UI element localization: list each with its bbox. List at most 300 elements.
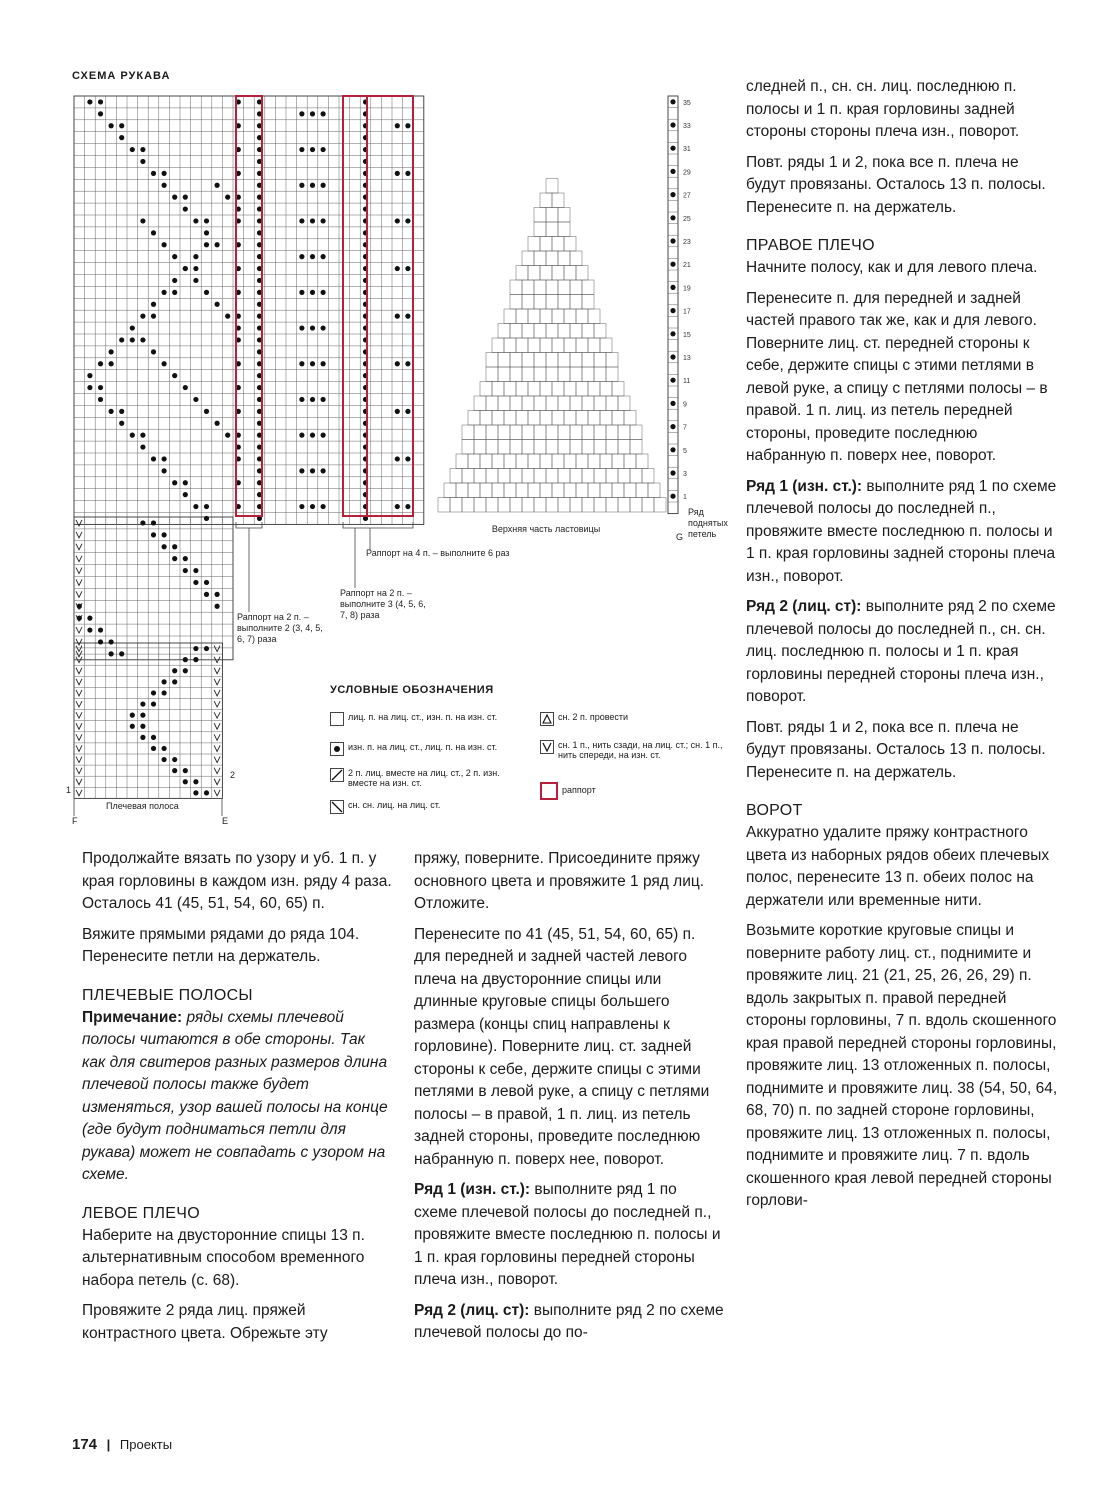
stitch-dot [151,746,156,751]
stitch-dot [193,504,198,509]
gusset-cell [618,425,630,440]
gusset-cell [504,309,516,324]
stitch-dot [162,242,167,247]
stitch-dot [119,337,124,342]
stitch-dot [183,492,188,497]
gusset-cell [558,425,570,440]
gusset-cell [594,469,606,484]
stitch-dot [310,504,315,509]
stitch-dot [140,433,145,438]
gusset-cell [510,425,522,440]
gusset-cell [498,353,510,368]
gusset-cell [630,440,642,455]
section-heading: ЛЕВОЕ ПЛЕЧО [82,1204,200,1222]
gusset-cell [540,309,552,324]
stitch-dot [172,373,177,378]
legend-item: раппорт [540,782,730,800]
gusset-cell [600,382,612,397]
stitch-dot [299,111,304,116]
row-number: 3 [683,471,687,478]
gusset-row [540,193,564,208]
gusset-cell [516,382,528,397]
gusset-cell [546,179,558,194]
gusset-cell [528,483,540,498]
stitch-dot [172,290,177,295]
row-instruction [746,596,1058,709]
gusset-cell [642,469,654,484]
stitch-dot [151,520,156,525]
slip-mark [214,679,220,685]
stitch-dot [119,421,124,426]
stitch-dot [162,361,167,366]
slip-mark [214,779,220,785]
stitch-dot [87,627,92,632]
gusset-cell [570,295,582,310]
gusset-cell [636,483,648,498]
slip-mark [76,701,82,707]
gusset-cell [594,498,606,513]
slip-mark [76,768,82,774]
stitch-dot [299,468,304,473]
row-number: 15 [683,331,691,339]
stitch-dot [670,378,675,383]
stitch-dot [183,266,188,271]
slip-mark [76,627,82,633]
gusset-row [534,208,570,223]
slip-mark [214,646,220,652]
gusset-cell [510,498,522,513]
gusset-cell [516,338,528,353]
gusset-cell [516,483,528,498]
stitch-dot [670,146,675,151]
stitch-dot [215,242,220,247]
row-text: выполните ряд 1 по схеме плечевой полосы до последней п., провяжите вместе последнюю п. полосы и 1 п. края горловины задней стороны плеча изн., поворот. [746,477,1057,585]
stitch-dot [321,218,326,223]
gusset-cell [588,382,600,397]
gusset-row [492,338,612,353]
gusset-cell [570,324,582,339]
gusset-cell [618,469,630,484]
gusset-cell [540,411,552,426]
row-number: 11 [683,378,691,386]
gusset-cell [468,483,480,498]
legend-item: сн. сн. лиц. на лиц. ст. [330,800,530,814]
stitch-dot [109,349,114,354]
stitch-dot [204,242,209,247]
stitch-dot [321,290,326,295]
slip-mark [76,639,82,645]
stitch-dot [151,690,156,695]
gusset-cell [438,498,450,513]
stitch-dot [172,556,177,561]
gusset-cell [600,411,612,426]
stitch-dot [670,331,675,336]
gusset-cell [612,411,624,426]
stitch-dot [670,470,675,475]
stitch-dot [140,444,145,449]
gusset-cell [540,237,552,252]
gusset-cell [552,237,564,252]
gusset-cell [564,411,576,426]
gusset-cell [546,208,558,223]
stitch-dot [670,494,675,499]
gusset-cell [582,280,594,295]
stitch-dot [395,266,400,271]
gusset-cell [552,338,564,353]
gusset-cell [534,440,546,455]
slip-mark [76,734,82,740]
gusset-cell [570,425,582,440]
gusset-cell [534,396,546,411]
gusset-cell [534,280,546,295]
gusset-cell [498,396,510,411]
gusset-cell [510,295,522,310]
slip-mark [214,723,220,729]
gusset-cell [522,280,534,295]
slip-mark [76,712,82,718]
strip-row-2: 2 [230,770,236,780]
slip-mark [76,544,82,550]
row-number: 27 [683,192,691,200]
gusset-cell [516,309,528,324]
note-text: ряды схемы плечевой полосы читаются в обе стороны. Так как для свитеров разных размеров длина плечевой полосы также будет изменяться, узор вашей полосы на конце (где будут подниматься петли для рукава) может не совпадать с узором на схеме. [82,1008,388,1183]
gusset-cell [522,367,534,382]
gusset-cell [546,353,558,368]
gusset-cell [552,454,564,469]
slip-mark [214,668,220,674]
gusset-cell [540,382,552,397]
gusset-cell [546,498,558,513]
letter-e: E [222,816,229,826]
stitch-dot [395,504,400,509]
stitch-dot [310,111,315,116]
gusset-cell [504,338,516,353]
gusset-cell [528,266,540,281]
row-number: 19 [683,285,691,293]
gusset-cell [600,483,612,498]
stitch-dot [670,424,675,429]
v-icon [540,740,554,754]
gusset-cell [582,367,594,382]
stitch-dot [98,397,103,402]
gusset-cell [456,454,468,469]
gusset-cell [522,498,534,513]
paragraph: Продолжайте вязать по узору и уб. 1 п. у края горловины в каждом изн. ряду 4 раза. Осталось 41 (45, 51, 54, 60, 65) п. [82,850,392,912]
row-label: Ряд поднятых петель [688,507,728,539]
stitch-dot [204,504,209,509]
stitch-dot [162,757,167,762]
gusset-cell [534,324,546,339]
row-number: 17 [683,308,691,316]
gusset-cell [594,425,606,440]
gusset-cell [534,295,546,310]
gusset-cell [570,498,582,513]
stitch-dot [151,302,156,307]
stitch-dot [215,302,220,307]
paragraph: следней п., сн. сн. лиц. последнюю п. полосы и 1 п. края горловины задней стороны стороны плеча изн., поворот. [746,78,1020,140]
row-number: 25 [683,215,691,223]
stitch-dot [183,779,188,784]
gusset-cell [558,469,570,484]
paragraph: Наберите на двусторонние спицы 13 п. альтернативным способом временного набора петель (с. 68). [82,1226,365,1289]
stitch-dot [193,568,198,573]
gusset-cell [510,353,522,368]
gusset-cell [624,454,636,469]
gusset-row [504,309,600,324]
gusset-cell [486,353,498,368]
gusset-cell [534,353,546,368]
stitch-dot [405,218,410,223]
stitch-dot [87,385,92,390]
stitch-dot [299,361,304,366]
gusset-cell [558,396,570,411]
stitch-dot [98,639,103,644]
gusset-cell [510,440,522,455]
gusset-cell [528,454,540,469]
stitch-dot [310,361,315,366]
footer-divider: | [106,1437,111,1452]
stitch-dot [204,646,209,651]
stitch-dot [193,657,198,662]
stitch-dot [321,433,326,438]
row-number: 33 [683,123,691,130]
gusset-cell [522,440,534,455]
stitch-dot [183,657,188,662]
gusset-cell [618,440,630,455]
gusset-cell [486,469,498,484]
row-number: 5 [683,447,687,455]
gusset-cell [552,193,564,208]
paragraph: пряжу, поверните. Присоедините пряжу основного цвета и провяжите 1 ряд лиц. Отложите. [414,850,705,912]
letter-g: G [676,532,684,542]
main-chart-grid [74,96,424,524]
gusset-cell [564,454,576,469]
gusset-row [462,440,642,455]
slip-mark [214,734,220,740]
gusset-cell [624,411,636,426]
gusset-cell [606,498,618,513]
gusset-cell [606,396,618,411]
gusset-cell [486,498,498,513]
legend-item: сн. 1 п., нить сзади, на лиц. ст.; сн. 1 п., нить спереди, на изн. ст. [540,740,740,760]
stitch-dot [183,385,188,390]
gusset-cell [498,498,510,513]
section-heading: ПРАВОЕ ПЛЕЧО [746,237,875,254]
stitch-dot [405,504,410,509]
gusset-cell [486,440,498,455]
slip-mark [214,790,220,796]
stitch-dot [670,99,675,104]
gusset-cell [474,498,486,513]
stitch-dot [109,651,114,656]
gusset-row [462,425,642,440]
gusset-cell [474,469,486,484]
stitch-dot [193,580,198,585]
gusset-cell [606,353,618,368]
stitch-dot [204,580,209,585]
gusset-cell [564,309,576,324]
gusset-cell [534,425,546,440]
stitch-dot [162,532,167,537]
gusset-cell [564,483,576,498]
stitch-dot [310,290,315,295]
stitch-dot [321,254,326,259]
stitch-dot [109,409,114,414]
gusset-cell [546,440,558,455]
stitch-dot [405,409,410,414]
gusset-cell [570,367,582,382]
stitch-dot [670,169,675,174]
gusset-cell [504,411,516,426]
gusset-row [516,266,588,281]
gusset-row [534,222,570,237]
gusset-cell [582,469,594,484]
stitch-dot [162,468,167,473]
legend-item: сн. 2 п. провести [540,712,730,726]
slip-mark [214,712,220,718]
row-text: выполните ряд 2 по схеме плечевой полосы до по- [414,1301,724,1341]
gusset-cell [570,251,582,266]
row-number: 7 [683,424,687,432]
gusset-cell [516,266,528,281]
gusset-cell [570,353,582,368]
gusset-cell [474,440,486,455]
slip-mark [214,690,220,696]
chart-lower-grid [74,517,233,660]
stitch-dot [172,480,177,485]
gusset-cell [486,367,498,382]
paragraph: Повт. ряды 1 и 2, пока все п. плеча не будут провязаны. Осталось 13 п. полосы. Перенесите п. на держатель. [746,153,1046,216]
gusset-cell [462,440,474,455]
gusset-cell [528,237,540,252]
gusset-cell [648,483,660,498]
stitch-dot [310,397,315,402]
gusset-cell [474,425,486,440]
gusset-row [498,324,606,339]
dot-square-icon [330,742,344,756]
stitch-dot [225,314,230,319]
stitch-dot [162,171,167,176]
stitch-dot [405,171,410,176]
stitch-dot [204,230,209,235]
gusset-cell [564,237,576,252]
slip-mark [76,757,82,763]
stitch-dot [215,592,220,597]
row-text: выполните ряд 2 по схеме плечевой полосы до последней п., сн. сн. лиц. последнюю п. полосы и 1 п. края горловины передней стороны плеча изн., поворот. [746,598,1056,705]
gusset-cell [522,353,534,368]
legend-item: изн. п. на лиц. ст., лиц. п. на изн. ст. [330,742,530,756]
stitch-dot [140,735,145,740]
gusset-cell [468,411,480,426]
gusset-cell [594,440,606,455]
stitch-dot [162,290,167,295]
paragraph: Повт. ряды 1 и 2, пока все п. плеча не будут провязаны. Осталось 13 п. полосы. Перенесите п. на держатель. [746,718,1046,781]
stitch-dot [183,195,188,200]
gusset-cell [528,411,540,426]
gusset-row [480,382,624,397]
gusset-cell [582,353,594,368]
column-middle [414,848,724,1353]
gusset-cell [576,411,588,426]
stitch-dot [321,504,326,509]
gusset-cell [522,396,534,411]
paragraph: Аккуратно удалите пряжу контрастного цвета из наборных рядов обеих плечевых полос, перенесите 13 п. обеих полос на держатели или временные нити. [746,824,1050,909]
gusset-cell [588,309,600,324]
gusset-cell [504,483,516,498]
gusset-cell [450,498,462,513]
stitch-dot [395,218,400,223]
row-number: 29 [683,169,691,177]
stitch-dot [151,701,156,706]
gusset-row [450,469,654,484]
stitch-dot [98,111,103,116]
row-text: выполните ряд 1 по схеме плечевой полосы до последней п., провяжите вместе последнюю п. полосы и 1 п. края горловины передней стороны плеча изн., поворот. [414,1181,721,1288]
slip-mark [76,532,82,538]
stitch-dot [140,159,145,164]
stitch-dot [172,757,177,762]
gusset-cell [540,266,552,281]
gusset-cell [534,208,546,223]
stitch-dot [310,147,315,152]
gusset-cell [540,454,552,469]
gusset-row [444,483,660,498]
gusset-cell [630,469,642,484]
stitch-dot [321,147,326,152]
gusset-cell [630,425,642,440]
empty-square-icon [330,712,344,726]
gusset-cell [492,411,504,426]
row-instruction [746,476,1058,589]
stitch-dot [172,195,177,200]
gusset-cell [462,498,474,513]
row-numbers [683,100,691,501]
gusset-cell [618,396,630,411]
repeat-a-label: Раппорт на 2 п. – выполните 2 (3, 4, 5, 6, 7) раза [237,612,323,644]
stitch-dot [395,456,400,461]
gusset-row [546,179,558,194]
gusset-cell [498,425,510,440]
stitch-dot [98,385,103,390]
stitch-dot [204,592,209,597]
slip-mark [76,779,82,785]
stitch-dot [310,254,315,259]
gusset-cell [558,251,570,266]
stitch-dot [98,361,103,366]
stitch-dot [670,401,675,406]
column-left [82,848,392,1353]
gusset-cell [462,469,474,484]
gusset-cell [576,454,588,469]
gusset-cell [468,454,480,469]
gusset-cell [582,396,594,411]
gusset-cell [456,483,468,498]
stitch-dot [183,768,188,773]
gusset-cell [504,382,516,397]
gusset-top-label: Верхняя часть ластовицы [491,524,601,534]
left-slant-icon [330,800,344,814]
gusset-cell [594,367,606,382]
gusset-cell [534,498,546,513]
gusset-cell [474,396,486,411]
gusset-cell [612,454,624,469]
stitch-dot [204,409,209,414]
gusset-cell [612,382,624,397]
row-number: 21 [683,262,691,270]
stitch-dot [109,123,114,128]
gusset-cell [546,251,558,266]
gusset-cell [546,324,558,339]
stitch-dot [130,147,135,152]
